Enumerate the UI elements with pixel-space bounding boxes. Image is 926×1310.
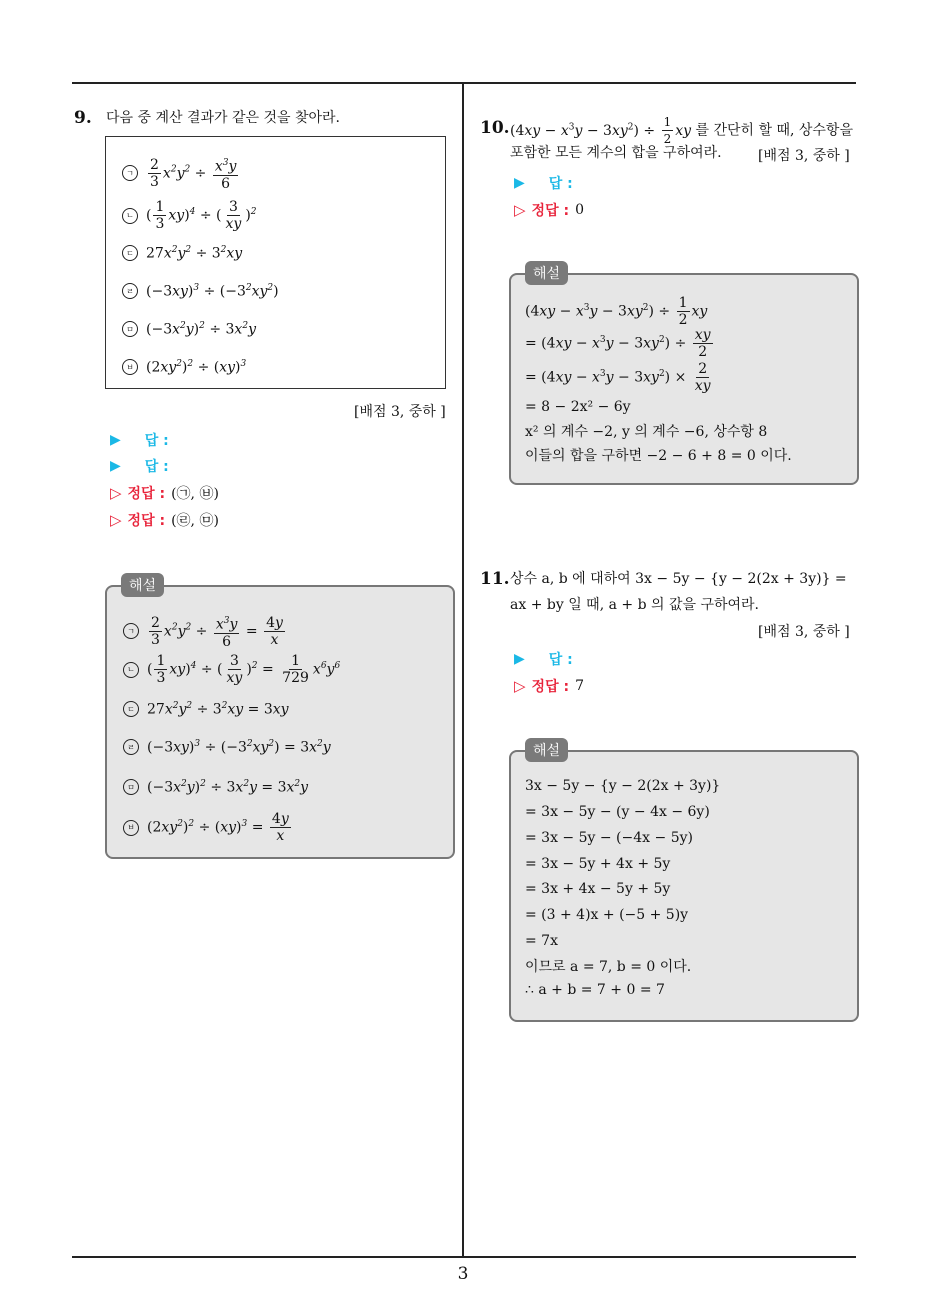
mark-digeut: ㄷ	[122, 245, 138, 261]
mark-giyeok: ㄱ	[123, 623, 139, 639]
q9-solution-1: ㄱ $\frac{2}{3}$ $x^2y^2$ ÷ $\frac{x^3y}{6}$ = $\frac{4y}{x}$	[123, 613, 287, 650]
correct-label: 정답 :	[127, 486, 166, 502]
top-rule	[72, 82, 856, 84]
q9-correct-line-2	[110, 510, 219, 530]
outline-arrow-icon: ▷	[110, 511, 122, 529]
answer-label: 답 :	[548, 652, 573, 668]
mark-nieun: ㄴ	[123, 662, 139, 678]
q11-solution-line: = 7x	[525, 933, 558, 949]
q10-solution-line-3: = $(4xy - x^3y - 3xy^2)$ × $\frac{2}{xy}$	[525, 361, 711, 394]
q10-solution-line-1: $(4xy - x^3y - 3xy^2)$ ÷ $\frac{1}{2}$ xy	[525, 295, 708, 328]
q11-solution-box	[509, 750, 859, 1022]
correct-label: 정답 :	[531, 679, 570, 695]
q10-solution-line-2: = $(4xy - x^3y - 3xy^2)$ ÷ $\frac{xy}{2}$	[525, 327, 711, 360]
q11-solution-line: = 3x − 5y + 4x + 5y	[525, 856, 671, 872]
q10-score: [배점 3, 중하 ]	[758, 148, 850, 164]
q9-answer-line-2	[110, 456, 169, 476]
mark-rieul: ㄹ	[123, 739, 139, 755]
q10-solution-tag: 해설	[525, 261, 568, 285]
outline-arrow-icon: ▷	[110, 484, 122, 502]
q10-number: 10.	[480, 118, 510, 138]
q9-solution-tag: 해설	[121, 573, 164, 597]
q9-solution-5: ㅁ $(-3x^2y)^2 \div 3x^2y = 3x^2y$	[123, 779, 308, 796]
play-arrow-icon: ▶	[110, 432, 121, 448]
mark-bieup: ㅂ	[123, 820, 139, 836]
q9-solution-2: ㄴ ( $\frac{1}{3}$ xy)$^4$ ÷ ( $\frac{3}{xy}$ )$^2$ = $\frac{1}{729}$ $x^6y^6$	[123, 653, 340, 686]
q9-solution-3: ㄷ $27x^2y^2 \div 3^2xy = 3xy$	[123, 701, 289, 718]
q9-number: 9.	[74, 108, 92, 128]
q10-prompt-line-1: $(4xy - x^3y - 3xy^2)$ ÷ $\frac{1}{2}$ xy 를 간단히 할 때, 상수항을	[510, 115, 853, 147]
mark-rieul: ㄹ	[122, 283, 138, 299]
answer-label: 답 :	[144, 433, 169, 449]
q10-solution-line-4: = 8 − 2x² − 6y	[525, 399, 631, 415]
q9-correct-line-1	[110, 483, 219, 503]
q9-choice-1: ㄱ $\frac{2}{3}$ $x^2y^2$ ÷ $\frac{x^3y}{6}$	[122, 155, 240, 192]
mark-mieum: ㅁ	[123, 779, 139, 795]
page-number: 3	[457, 1264, 469, 1284]
q11-solution-line: ∴ a + b = 7 + 0 = 7	[525, 982, 665, 998]
q11-solution-tag: 해설	[525, 738, 568, 762]
outline-arrow-icon: ▷	[514, 677, 526, 695]
mark-giyeok: ㄱ	[122, 165, 138, 181]
q9-prompt: 다음 중 계산 결과가 같은 것을 찾아라.	[106, 110, 341, 126]
q11-answer-line	[514, 649, 573, 669]
mark-mieum: ㅁ	[122, 321, 138, 337]
q9-choice-box	[105, 136, 446, 389]
mark-digeut: ㄷ	[123, 701, 139, 717]
correct-label: 정답 :	[127, 513, 166, 529]
mark-nieun: ㄴ	[122, 208, 138, 224]
answer-label: 답 :	[548, 176, 573, 192]
q9-choice-4: ㄹ $(-3xy)^3 \div (-3^2xy^2)$	[122, 283, 279, 300]
play-arrow-icon: ▶	[514, 175, 525, 191]
correct-label: 정답 :	[531, 203, 570, 219]
q11-solution-line: = (3 + 4)x + (−5 + 5)y	[525, 907, 689, 923]
q9-score: [배점 3, 중하 ]	[354, 404, 446, 420]
q10-solution-box	[509, 273, 859, 485]
q11-solution-line: = 3x + 4x − 5y + 5y	[525, 881, 671, 897]
q9-solution-4: ㄹ $(-3xy)^3 \div (-3^2xy^2) = 3x^2y$	[123, 739, 331, 756]
bottom-rule	[72, 1256, 856, 1258]
q9-solution-6: ㅂ $(2xy^2)^2 \div (xy)^3$ = $\frac{4y}{x}$	[123, 811, 293, 844]
q11-prompt-line-1: 상수 a, b 에 대하여 3x − 5y − {y − 2(2x + 3y)} =	[510, 571, 847, 587]
q11-solution-line: = 3x − 5y − (−4x − 5y)	[525, 830, 693, 846]
outline-arrow-icon: ▷	[514, 201, 526, 219]
q9-correct-value-2: (㉣, ㉤)	[171, 513, 219, 529]
q11-score: [배점 3, 중하 ]	[758, 624, 850, 640]
q9-answer-line-1	[110, 430, 169, 450]
q10-solution-line-6: 이들의 합을 구하면 −2 − 6 + 8 = 0 이다.	[525, 448, 792, 464]
q11-correct-value: 7	[575, 678, 584, 694]
q11-solution-line: 이므로 a = 7, b = 0 이다.	[525, 959, 692, 975]
q11-solution-line: 3x − 5y − {y − 2(2x + 3y)}	[525, 778, 721, 794]
q10-correct-line	[514, 200, 584, 220]
q10-answer-line	[514, 173, 573, 193]
q9-choice-6: ㅂ $(2xy^2)^2 \div (xy)^3$	[122, 359, 246, 376]
mark-bieup: ㅂ	[122, 359, 138, 375]
answer-label: 답 :	[144, 459, 169, 475]
column-divider	[462, 82, 464, 1257]
q9-correct-value-1: (㉠, ㉥)	[171, 486, 219, 502]
q10-solution-line-5: x² 의 계수 −2, y 의 계수 −6, 상수항 8	[525, 424, 768, 440]
q11-solution-line: = 3x − 5y − (y − 4x − 6y)	[525, 804, 710, 820]
q9-choice-3: ㄷ $27x^2y^2 \div 3^2xy$	[122, 245, 242, 262]
q11-number: 11.	[480, 569, 510, 589]
q9-solution-box	[105, 585, 455, 859]
q10-correct-value: 0	[575, 202, 584, 218]
q9-choice-5: ㅁ $(-3x^2y)^2 \div 3x^2y$	[122, 321, 256, 338]
play-arrow-icon: ▶	[514, 651, 525, 667]
q10-prompt-line-2: 포함한 모든 계수의 합을 구하여라.	[510, 145, 722, 161]
q11-correct-line	[514, 676, 584, 696]
q9-choice-2: ㄴ ( $\frac{1}{3}$ xy)$^4$ ÷ ( $\frac{3}{xy}$ )$^2$	[122, 199, 257, 232]
q10-prompt-tail: 를 간단히 할 때, 상수항을	[695, 122, 853, 139]
play-arrow-icon: ▶	[110, 458, 121, 474]
q11-prompt-line-2: ax + by 일 때, a + b 의 값을 구하여라.	[510, 597, 760, 613]
